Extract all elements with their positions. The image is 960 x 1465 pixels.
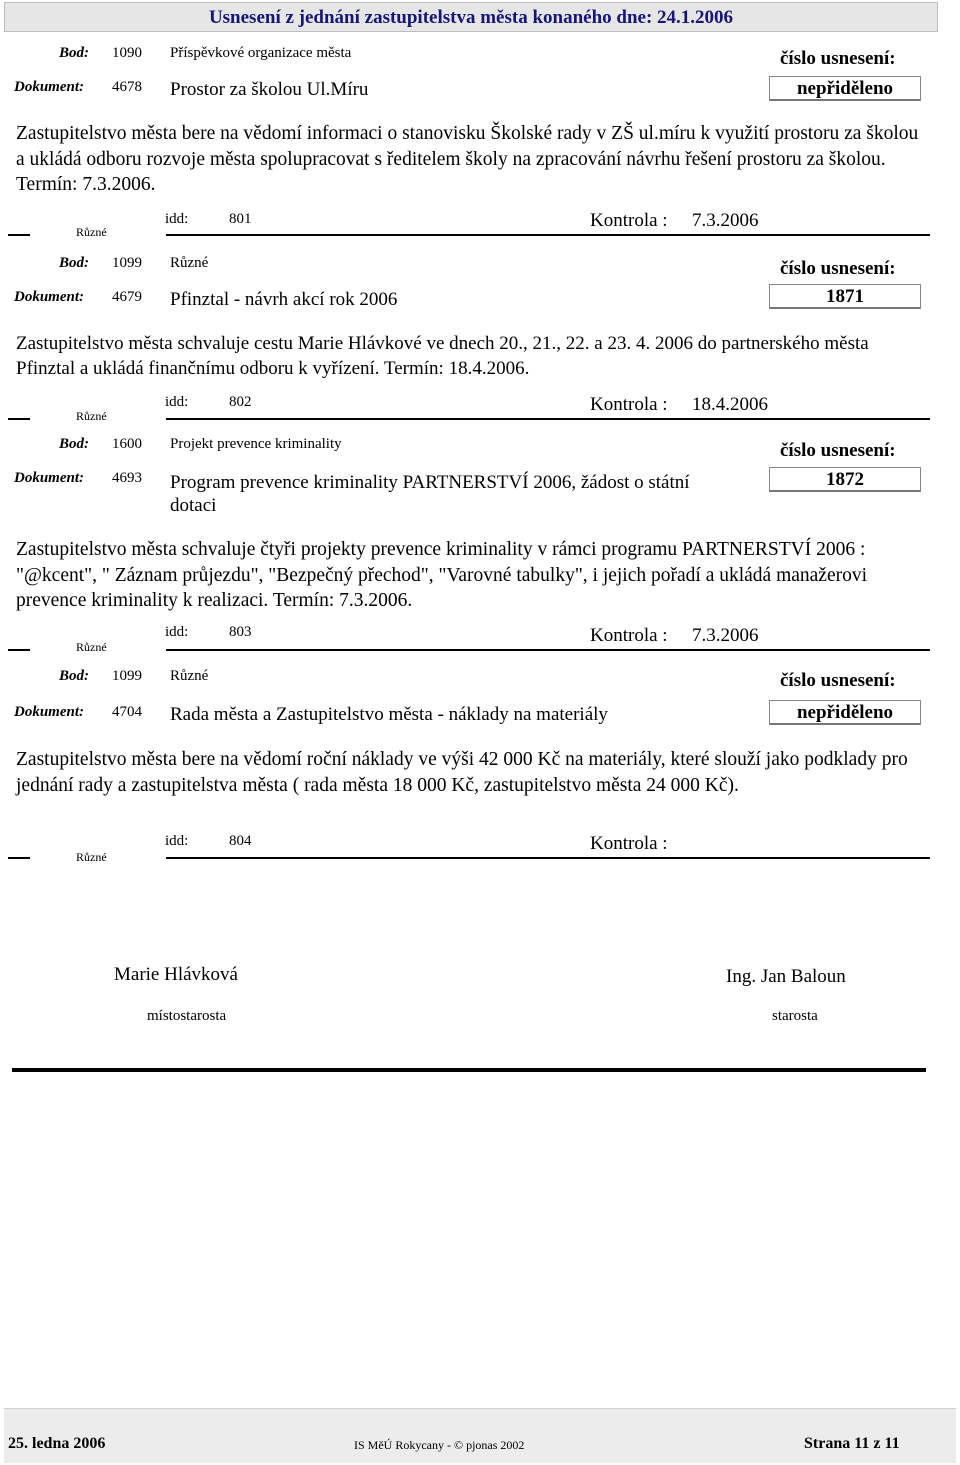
idd-label: idd: xyxy=(165,833,189,849)
idd-value: 801 xyxy=(229,211,252,227)
dokument-text: Rada města a Zastupitelstvo města - náklady na materiály xyxy=(170,704,608,725)
divider-short xyxy=(8,857,30,859)
category-label: Různé xyxy=(76,225,107,239)
left-signatory-name: Marie Hlávková xyxy=(114,964,238,985)
divider-short xyxy=(8,649,30,651)
dokument-text: Prostor za školou Ul.Míru xyxy=(170,79,369,100)
page-title: Usnesení z jednání zastupitelstva města konaného dne: 24.1.2006 xyxy=(208,7,734,28)
idd-label: idd: xyxy=(165,394,189,410)
dokument-text: Pfinztal - návrh akcí rok 2006 xyxy=(170,289,398,310)
kontrola-date: 7.3.2006 xyxy=(692,625,759,646)
dokument-text: Program prevence kriminality PARTNERSTVÍ 2006, žádost o státní xyxy=(170,472,690,493)
cislo-usneseni-label: číslo usnesení: xyxy=(780,48,896,69)
bod-number: 1099 xyxy=(112,255,142,271)
resolution-number-box xyxy=(769,700,921,725)
footer-credit: IS MěÚ Rokycany - © pjonas 2002 xyxy=(354,1438,525,1452)
bod-label: Bod: xyxy=(59,668,89,684)
kontrola-date: 7.3.2006 xyxy=(692,210,759,231)
idd-label: idd: xyxy=(165,624,189,640)
resolution-text: Zastupitelstvo města schvaluje čtyři projekty prevence kriminality v rámci programu PARTNERSTVÍ 2006 : "@kcent", " Záznam průjezdu", "Bezpečný přechod", "Varovné tabulky", i jejich pořadí a ukládá manažerovi prevence kriminality k realizaci. Termín: 7.3.2006. xyxy=(16,539,868,611)
bod-number: 1600 xyxy=(112,436,142,452)
divider xyxy=(166,649,930,651)
bod-text: Různé xyxy=(170,255,209,271)
right-signatory-name: Ing. Jan Baloun xyxy=(726,966,846,987)
idd-value: 802 xyxy=(229,394,252,410)
kontrola-label: Kontrola : xyxy=(590,394,668,415)
dokument-label: Dokument: xyxy=(14,470,85,486)
category-label: Různé xyxy=(76,640,107,654)
resolution-text: Zastupitelstvo města bere na vědomí roční náklady ve výši 42 000 Kč na materiály, které slouží jako podklady pro jednání rady a zastupitelstva města ( rada města 18 000 Kč, zastupitelstvo města 24 000 Kč). xyxy=(16,749,908,796)
resolution-number-box xyxy=(769,284,921,309)
idd-value: 803 xyxy=(229,624,252,640)
dokument-number: 4678 xyxy=(112,79,142,95)
bod-label: Bod: xyxy=(59,45,89,61)
bod-text: Různé xyxy=(170,668,209,684)
dokument-number: 4704 xyxy=(112,704,142,720)
bod-label: Bod: xyxy=(59,436,89,452)
idd-value: 804 xyxy=(229,833,252,849)
resolution-number: nepřiděleno xyxy=(796,702,894,723)
dokument-label: Dokument: xyxy=(14,79,85,95)
resolution-number: 1871 xyxy=(826,286,864,307)
bod-number: 1090 xyxy=(112,45,142,61)
cislo-usneseni-label: číslo usnesení: xyxy=(780,258,896,279)
dokument-label: Dokument: xyxy=(14,289,85,305)
closing-rule xyxy=(12,1068,926,1072)
footer-date: 25. ledna 2006 xyxy=(8,1435,106,1452)
dokument-number: 4679 xyxy=(112,289,142,305)
resolution-number-box xyxy=(769,76,921,101)
kontrola-label: Kontrola : xyxy=(590,210,668,231)
divider xyxy=(166,418,930,420)
kontrola-label: Kontrola : xyxy=(590,833,668,854)
bod-label: Bod: xyxy=(59,255,89,271)
page-number: Strana 11 z 11 xyxy=(804,1435,900,1452)
right-signatory-role: starosta xyxy=(772,1008,818,1024)
footer xyxy=(4,1408,956,1463)
left-signatory-role: místostarosta xyxy=(147,1008,227,1024)
divider xyxy=(166,857,930,859)
category-label: Různé xyxy=(76,850,107,864)
divider-short xyxy=(8,418,30,420)
resolution-text: Zastupitelstvo města schvaluje cestu Marie Hlávkové ve dnech 20., 21., 22. a 23. 4. 2006 do partnerského města Pfinztal a ukládá finančnímu odboru k vyřízení. Termín: 18.4.2006. xyxy=(16,333,869,379)
divider-short xyxy=(8,234,30,236)
cislo-usneseni-label: číslo usnesení: xyxy=(780,670,896,691)
idd-label: idd: xyxy=(165,211,189,227)
kontrola-label: Kontrola : xyxy=(590,625,668,646)
kontrola-date: 18.4.2006 xyxy=(692,394,768,415)
bod-text: Příspěvkové organizace města xyxy=(170,45,352,61)
dokument-text-continued: dotaci xyxy=(170,495,217,516)
category-label: Různé xyxy=(76,409,107,423)
bod-text: Projekt prevence kriminality xyxy=(170,436,342,452)
resolution-number-box xyxy=(769,467,921,492)
cislo-usneseni-label: číslo usnesení: xyxy=(780,440,896,461)
divider xyxy=(166,234,930,236)
resolution-number: 1872 xyxy=(826,469,864,490)
dokument-label: Dokument: xyxy=(14,704,85,720)
dokument-number: 4693 xyxy=(112,470,142,486)
resolution-text: Zastupitelstvo města bere na vědomí informaci o stanovisku Školské rady v ZŠ ul.míru k využití prostoru za školou a ukládá odboru rozvoje města spolupracovat s ředitelem školy na zpracování návrhu řešení prostoru za školou. Termín: 7.3.2006. xyxy=(16,123,919,195)
header-bar xyxy=(4,2,938,32)
resolution-number: nepřiděleno xyxy=(796,78,894,99)
bod-number: 1099 xyxy=(112,668,142,684)
